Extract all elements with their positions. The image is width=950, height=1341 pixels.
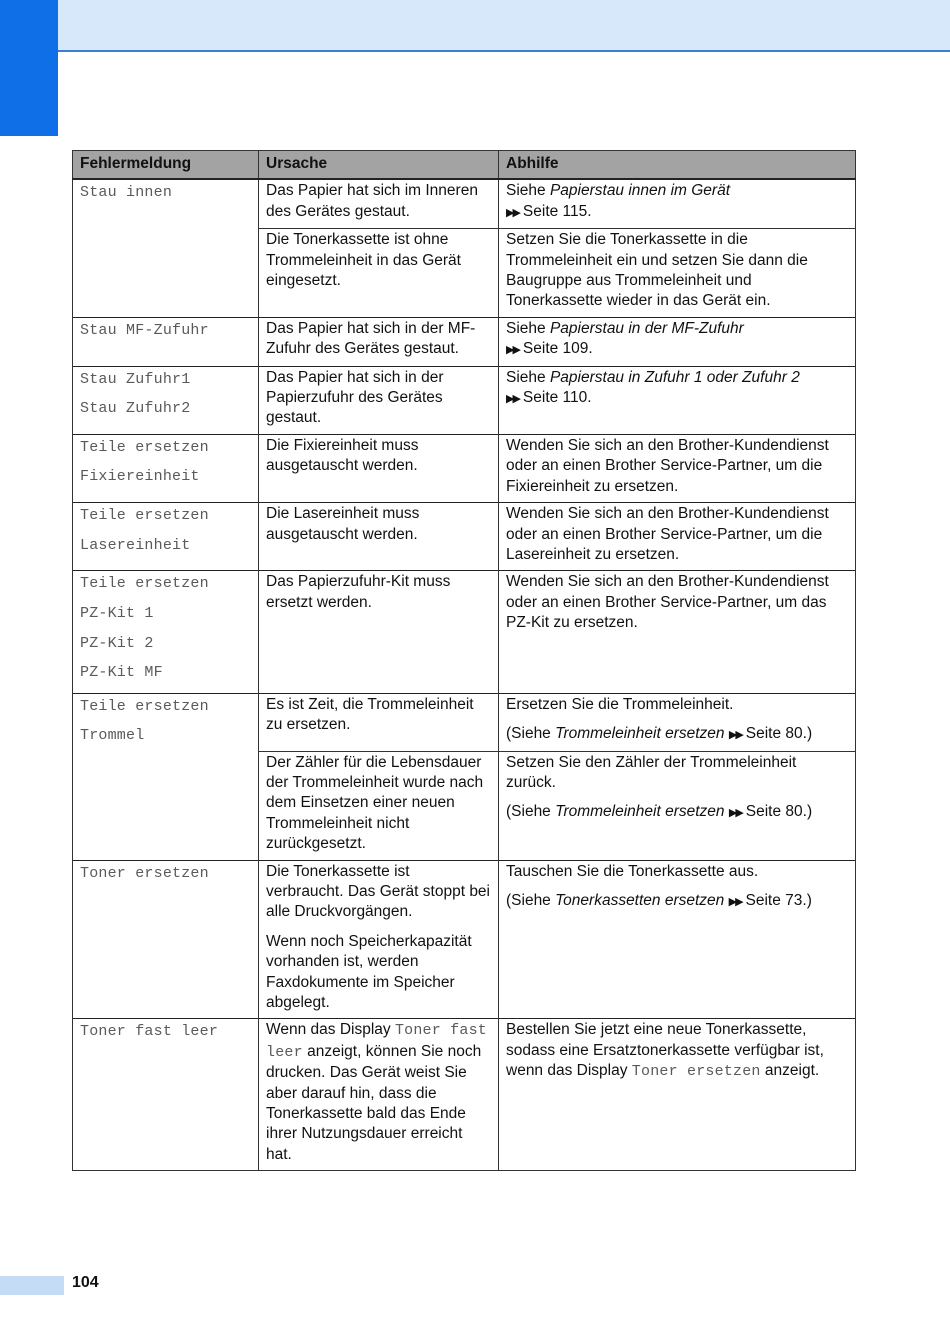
reference-prefix: (Siehe bbox=[506, 725, 556, 743]
remedy-reference bbox=[506, 724, 848, 745]
page-reference: Seite 109. bbox=[522, 340, 593, 358]
error-message-cell bbox=[73, 571, 259, 693]
header-fehlermeldung: Fehlermeldung bbox=[73, 151, 259, 180]
remedy-cell bbox=[499, 317, 856, 366]
remedy-text: anzeigt. bbox=[760, 1062, 820, 1080]
reference-title: Trommeleinheit ersetzen bbox=[555, 803, 725, 821]
error-message: Stau MF-Zufuhr bbox=[80, 321, 209, 339]
remedy-cell bbox=[499, 751, 856, 860]
table-row bbox=[73, 571, 856, 693]
reference-prefix: (Siehe bbox=[506, 891, 556, 909]
table-row bbox=[73, 693, 856, 751]
remedy-text: Siehe bbox=[506, 182, 550, 200]
error-table bbox=[72, 150, 856, 1171]
reference-title: Papierstau in der MF-Zufuhr bbox=[549, 319, 744, 337]
cause-cell: Das Papier hat sich in der MF-Zufuhr des Gerätes gestaut. bbox=[259, 317, 499, 366]
display-message: Toner ersetzen bbox=[631, 1063, 761, 1081]
remedy-text: Tauschen Sie die Tonerkassette aus. bbox=[506, 862, 759, 880]
table-row bbox=[73, 179, 856, 228]
cause-cell: Die Lasereinheit muss ausgetauscht werden. bbox=[259, 503, 499, 571]
cause-cell bbox=[259, 860, 499, 1019]
page-reference: Seite 80.) bbox=[745, 803, 813, 821]
reference-title: Tonerkassetten ersetzen bbox=[555, 891, 725, 909]
error-message-cell bbox=[73, 1019, 259, 1171]
error-message: Teile ersetzen bbox=[80, 575, 209, 593]
table-row bbox=[73, 434, 856, 502]
remedy-cell bbox=[499, 860, 856, 1019]
chapter-tab bbox=[0, 0, 58, 136]
display-message: Toner fast leer bbox=[266, 1022, 487, 1061]
error-message: Stau Zufuhr2 bbox=[80, 400, 191, 418]
cause-cell: Das Papier hat sich in der Papierzufuhr des Gerätes gestaut. bbox=[259, 366, 499, 434]
page-reference: Seite 115. bbox=[522, 202, 592, 220]
header-ursache: Ursache bbox=[259, 151, 499, 180]
double-arrow-icon: ▶▶ bbox=[506, 393, 519, 406]
double-arrow-icon: ▶▶ bbox=[728, 895, 742, 908]
error-message: Teile ersetzen bbox=[80, 507, 209, 525]
reference-title: Papierstau in Zufuhr 1 oder Zufuhr 2 bbox=[549, 368, 800, 386]
table-header-row bbox=[73, 151, 856, 180]
remedy-cell bbox=[499, 366, 856, 434]
table-row bbox=[73, 1019, 856, 1171]
error-message-cell bbox=[73, 503, 259, 571]
cause-cell: Das Papier hat sich im Inneren des Gerätes gestaut. bbox=[259, 179, 499, 228]
header-abhilfe: Abhilfe bbox=[499, 151, 856, 180]
header-band bbox=[58, 0, 950, 52]
error-message: PZ-Kit 2 bbox=[80, 634, 154, 652]
page-reference: Seite 73.) bbox=[745, 891, 812, 909]
cause-cell bbox=[259, 1019, 499, 1171]
double-arrow-icon: ▶▶ bbox=[506, 206, 519, 219]
remedy-cell bbox=[499, 1019, 856, 1171]
cause-cell: Die Tonerkassette ist ohne Trommeleinheit in das Gerät eingesetzt. bbox=[259, 229, 499, 318]
error-message: Stau Zufuhr1 bbox=[80, 370, 191, 388]
cause-text: Die Tonerkassette ist verbraucht. Das Gerät stoppt bei alle Druckvorgängen. bbox=[266, 862, 491, 921]
remedy-cell: Wenden Sie sich an den Brother-Kundendienst oder an einen Brother Service-Partner, um das PZ-Kit zu ersetzen. bbox=[499, 571, 856, 693]
remedy-cell bbox=[499, 179, 856, 228]
reference-title: Papierstau innen im Gerät bbox=[549, 182, 731, 200]
error-message-cell bbox=[73, 317, 259, 366]
error-message: Teile ersetzen bbox=[80, 697, 209, 715]
remedy-reference bbox=[506, 802, 848, 823]
remedy-cell: Wenden Sie sich an den Brother-Kundendienst oder an einen Brother Service-Partner, um die Lasereinheit zu ersetzen. bbox=[499, 503, 856, 571]
cause-cell: Das Papierzufuhr-Kit muss ersetzt werden. bbox=[259, 571, 499, 693]
reference-prefix: (Siehe bbox=[506, 803, 556, 821]
table-row bbox=[73, 503, 856, 571]
remedy-text: Ersetzen Sie die Trommeleinheit. bbox=[506, 695, 734, 713]
remedy-text: Setzen Sie den Zähler der Trommeleinheit zurück. bbox=[506, 753, 797, 791]
cause-cell: Die Fixiereinheit muss ausgetauscht werden. bbox=[259, 434, 499, 502]
cause-cell: Es ist Zeit, die Trommeleinheit zu ersetzen. bbox=[259, 693, 499, 751]
remedy-reference bbox=[506, 891, 848, 912]
error-message: Trommel bbox=[80, 727, 145, 745]
error-message-cell bbox=[73, 860, 259, 1019]
error-message: Toner fast leer bbox=[80, 1023, 219, 1041]
double-arrow-icon: ▶▶ bbox=[728, 729, 742, 742]
error-message: PZ-Kit 1 bbox=[80, 604, 154, 622]
cause-text: Wenn das Display bbox=[266, 1021, 395, 1039]
double-arrow-icon: ▶▶ bbox=[506, 344, 519, 357]
error-message: Toner ersetzen bbox=[80, 864, 209, 882]
remedy-cell: Wenden Sie sich an den Brother-Kundendienst oder an einen Brother Service-Partner, um die Fixiereinheit zu ersetzen. bbox=[499, 434, 856, 502]
error-message: Lasereinheit bbox=[80, 536, 191, 554]
error-message: PZ-Kit MF bbox=[80, 664, 163, 682]
error-message-cell bbox=[73, 179, 259, 317]
remedy-text: Siehe bbox=[506, 368, 550, 386]
footer-bar bbox=[0, 1276, 64, 1295]
error-message-cell bbox=[73, 366, 259, 434]
page-number: 104 bbox=[72, 1274, 99, 1291]
cause-text: Wenn noch Speicherkapazität vorhanden ist, werden Faxdokumente im Speicher abgelegt. bbox=[266, 932, 472, 1011]
remedy-text: Siehe bbox=[506, 319, 550, 337]
error-message-cell bbox=[73, 693, 259, 860]
cause-cell: Der Zähler für die Lebensdauer der Trommeleinheit wurde nach dem Einsetzen einer neuen Trommeleinheit nicht zurückgesetzt. bbox=[259, 751, 499, 860]
table-row bbox=[73, 860, 856, 1019]
error-message: Teile ersetzen bbox=[80, 438, 209, 456]
cause-text: anzeigt, können Sie noch drucken. Das Gerät weist Sie aber darauf hin, dass die Tonerkassette bald das Ende ihrer Nutzungsdauer erreicht hat. bbox=[266, 1042, 482, 1163]
page-reference: Seite 110. bbox=[522, 389, 592, 407]
reference-title: Trommeleinheit ersetzen bbox=[555, 725, 725, 743]
error-message: Fixiereinheit bbox=[80, 468, 200, 486]
double-arrow-icon: ▶▶ bbox=[728, 807, 742, 820]
table-row bbox=[73, 317, 856, 366]
page-reference: Seite 80.) bbox=[745, 725, 813, 743]
remedy-cell bbox=[499, 693, 856, 751]
remedy-cell: Setzen Sie die Tonerkassette in die Trommeleinheit ein und setzen Sie dann die Baugruppe aus Trommeleinheit und Tonerkassette wieder in das Gerät ein. bbox=[499, 229, 856, 318]
remedy-text: Bestellen Sie jetzt eine neue Tonerkassette, sodass eine Ersatztonerkassette verfügbar ist, wenn das Display bbox=[506, 1021, 824, 1080]
error-message: Stau innen bbox=[80, 184, 173, 202]
error-message-cell bbox=[73, 434, 259, 502]
table-row bbox=[73, 366, 856, 434]
